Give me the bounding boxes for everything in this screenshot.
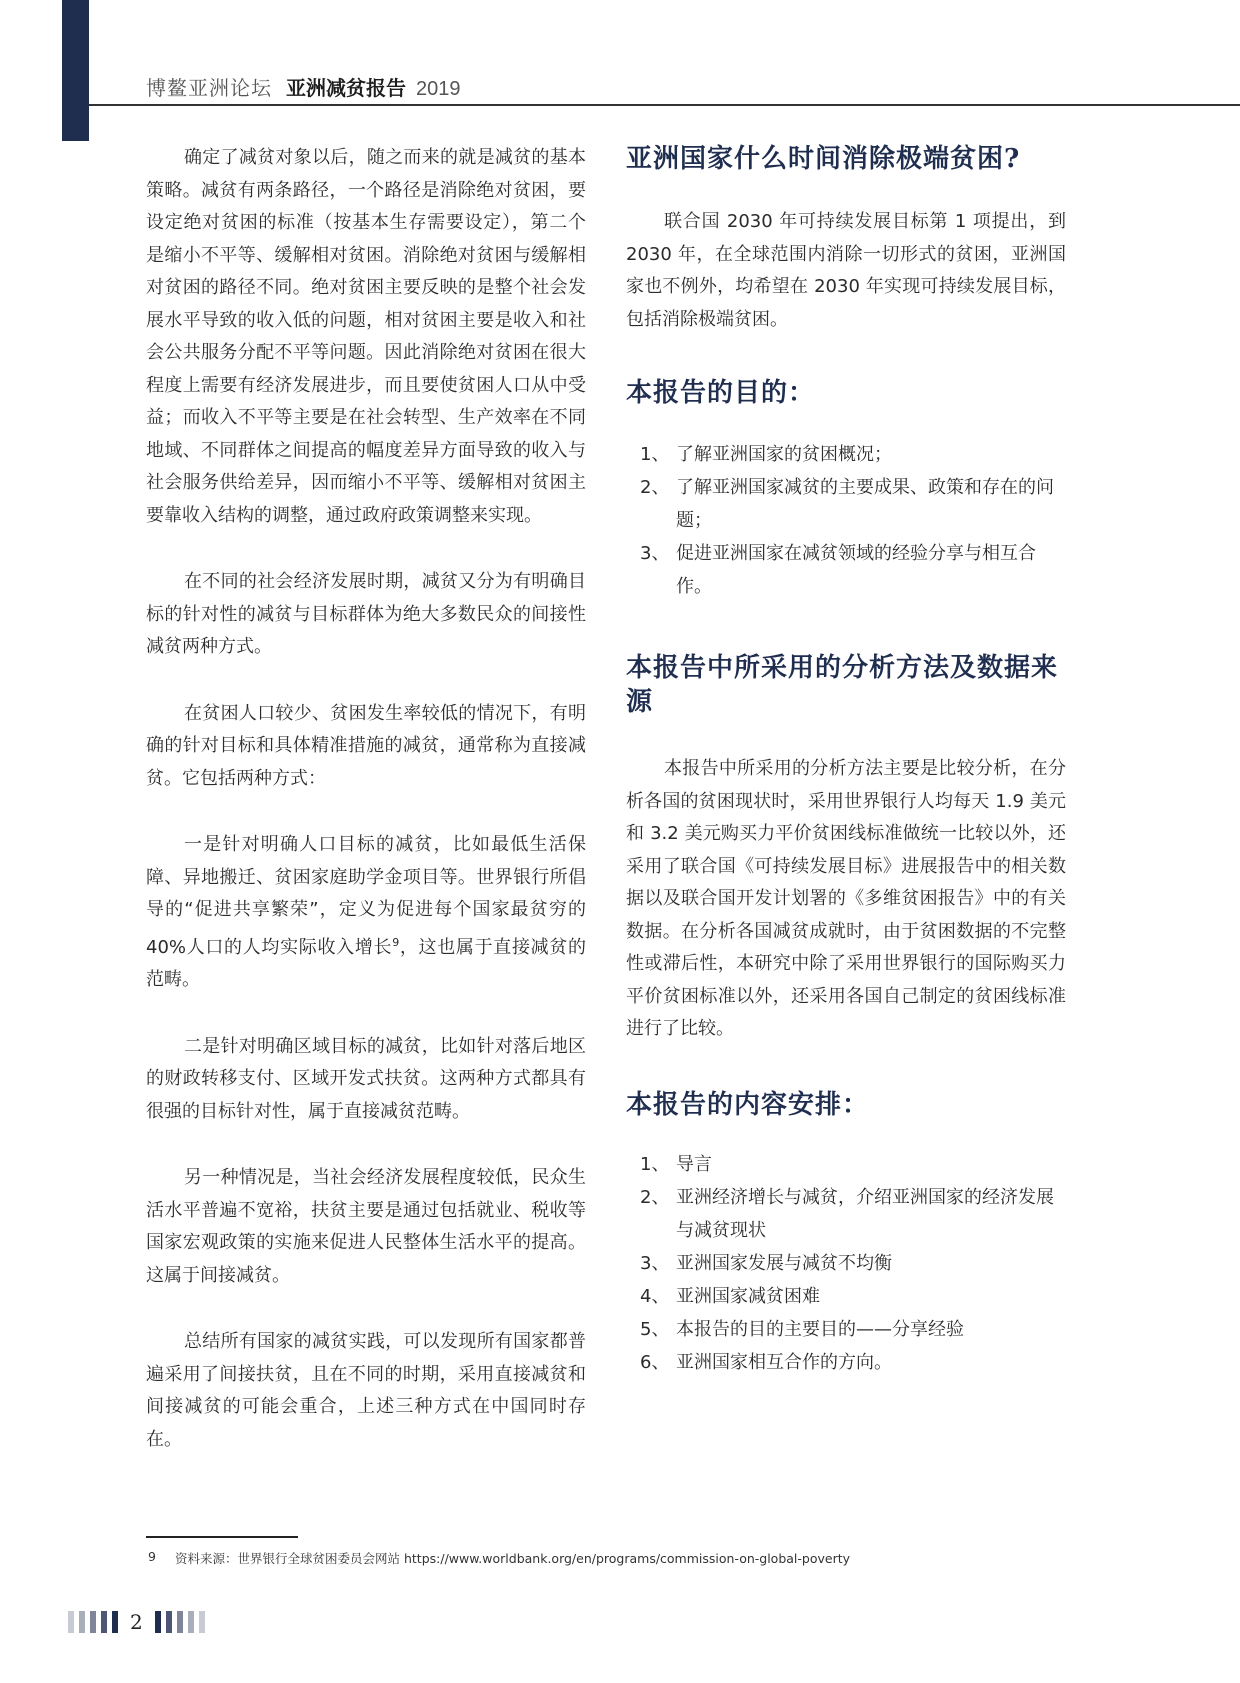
list-item: 3、 促进亚洲国家在减贫领域的经验分享与相互合作。 bbox=[640, 543, 1036, 597]
bar-mark bbox=[101, 1611, 107, 1633]
list-item: 1、 了解亚洲国家的贫困概况； bbox=[640, 444, 892, 465]
paragraph: 二是针对明确区域目标的减贫，比如针对落后地区的财政转移支付、区域开发式扶贫。这两种方式都具有很强的目标针对性，属于直接减贫范畴。 bbox=[146, 1035, 586, 1122]
paragraph: 总结所有国家的减贫实践，可以发现所有国家都普遍采用了间接扶贫，且在不同的时期，采用直接减贫和间接减贫的可能会重合，上述三种方式在中国同时存在。 bbox=[146, 1331, 586, 1450]
purpose-list bbox=[626, 438, 1066, 603]
page-footer bbox=[68, 1610, 205, 1634]
list-item: 2、 亚洲经济增长与减贫，介绍亚洲国家的经济发展与减贫现状 bbox=[640, 1186, 1054, 1241]
page-number: 2 bbox=[130, 1610, 143, 1634]
footer-bars-right-icon bbox=[155, 1611, 205, 1633]
bar-mark bbox=[155, 1611, 161, 1633]
bar-mark bbox=[166, 1611, 172, 1633]
list-item: 2、 了解亚洲国家减贫的主要成果、政策和存在的问题； bbox=[640, 477, 1054, 531]
footer-bars-left-icon bbox=[68, 1611, 118, 1633]
list-item: 3、 亚洲国家发展与减贫不均衡 bbox=[640, 1252, 892, 1274]
paragraph: 另一种情况是，当社会经济发展程度较低，民众生活水平普遍不宽裕，扶贫主要是通过包括就业、税收等国家宏观政策的实施来促进人民整体生活水平的提高。这属于间接减贫。 bbox=[146, 1167, 586, 1286]
section-heading-methods: 本报告中所采用的分析方法及数据来源 bbox=[626, 653, 1059, 717]
right-column bbox=[626, 142, 1066, 1379]
contents-list bbox=[626, 1148, 1066, 1379]
sidebar-color-band bbox=[62, 0, 89, 141]
footnote bbox=[148, 1549, 1148, 1567]
paragraph-text: 一是针对明确人口目标的减贫，比如最低生活保障、异地搬迁、贫困家庭助学金项目等。世界银行所倡导的“促进共享繁荣”，定义为促进每个国家最贫穷的 40%人口的人均实际收入增长 bbox=[146, 834, 586, 958]
header-year: 2019 bbox=[416, 78, 461, 100]
left-column bbox=[146, 142, 586, 1490]
running-header bbox=[146, 72, 461, 102]
section-heading-eliminate-poverty: 亚洲国家什么时间消除极端贫困? bbox=[626, 144, 1021, 174]
header-report-title: 亚洲减贫报告 bbox=[286, 76, 406, 100]
footnote-rule bbox=[146, 1536, 298, 1538]
section-heading-purpose: 本报告的目的： bbox=[626, 378, 816, 408]
bar-mark bbox=[199, 1611, 205, 1633]
bar-mark bbox=[90, 1611, 96, 1633]
list-item: 1、 导言 bbox=[640, 1153, 712, 1175]
list-item: 5、 本报告的目的主要目的——分享经验 bbox=[640, 1318, 964, 1340]
paragraph-text: ，这也属于直接减贫的范畴。 bbox=[146, 936, 586, 990]
bar-mark bbox=[68, 1611, 74, 1633]
list-item: 6、 亚洲国家相互合作的方向。 bbox=[640, 1351, 892, 1373]
footnote-text: 资料来源：世界银行全球贫困委员会网站 https://www.worldbank.org/en/programs/commission-on-global-poverty bbox=[175, 1551, 851, 1566]
header-rule bbox=[89, 104, 1240, 106]
paragraph: 在不同的社会经济发展时期，减贫又分为有明确目标的针对性的减贫与目标群体为绝大多数民众的间接性减贫两种方式。 bbox=[146, 571, 586, 657]
paragraph: 本报告中所采用的分析方法主要是比较分析，在分析各国的贫困现状时，采用世界银行人均每天 1.9 美元和 3.2 美元购买力平价贫困线标准做统一比较以外，还采用了联合国《可持续发展目标》进展报告中的相关数据以及联合国开发计划署的《多维贫困报告》中的有关数据。在分析各国减贫成就时，由于贫困数据的不完整性或滞后性，本研究中除了采用世界银行的国际购买力平价贫困标准以外，还采用各国自己制定的贫困线标准进行了比较。 bbox=[626, 758, 1066, 1039]
header-forum: 博鳌亚洲论坛 bbox=[146, 76, 272, 100]
bar-mark bbox=[188, 1611, 194, 1633]
bar-mark bbox=[112, 1611, 118, 1633]
footnote-reference[interactable]: 9 bbox=[392, 935, 400, 949]
section-heading-contents: 本报告的内容安排： bbox=[626, 1089, 870, 1120]
paragraph-with-footnote bbox=[146, 829, 586, 997]
paragraph: 确定了减贫对象以后，随之而来的就是减贫的基本策略。减贫有两条路径，一个路径是消除绝对贫困，要设定绝对贫困的标准（按基本生存需要设定），第二个是缩小不平等、缓解相对贫困。消除绝对贫困与缓解相对贫困的路径不同。绝对贫困主要反映的是整个社会发展水平导致的收入低的问题，相对贫困主要是收入和社会公共服务分配不平等问题。因此消除绝对贫困在很大程度上需要有经济发展进步，而且要使贫困人口从中受益；而收入不平等主要是在社会转型、生产效率在不同地域、不同群体之间提高的幅度差异方面导致的收入与社会服务供给差异，因而缩小不平等、缓解相对贫困主要靠收入结构的调整，通过政府政策调整来实现。 bbox=[146, 147, 586, 526]
bar-mark bbox=[177, 1611, 183, 1633]
footnote-number: 9 bbox=[148, 1549, 156, 1564]
bar-mark bbox=[79, 1611, 85, 1633]
paragraph: 在贫困人口较少、贫困发生率较低的情况下，有明确的针对目标和具体精准措施的减贫，通常称为直接减贫。它包括两种方式： bbox=[146, 702, 586, 789]
paragraph: 联合国 2030 年可持续发展目标第 1 项提出，到 2030 年，在全球范围内消除一切形式的贫困，亚洲国家也不例外，均希望在 2030 年实现可持续发展目标，包括消除极端贫困。 bbox=[626, 211, 1066, 330]
list-item: 4、 亚洲国家减贫困难 bbox=[640, 1285, 820, 1307]
